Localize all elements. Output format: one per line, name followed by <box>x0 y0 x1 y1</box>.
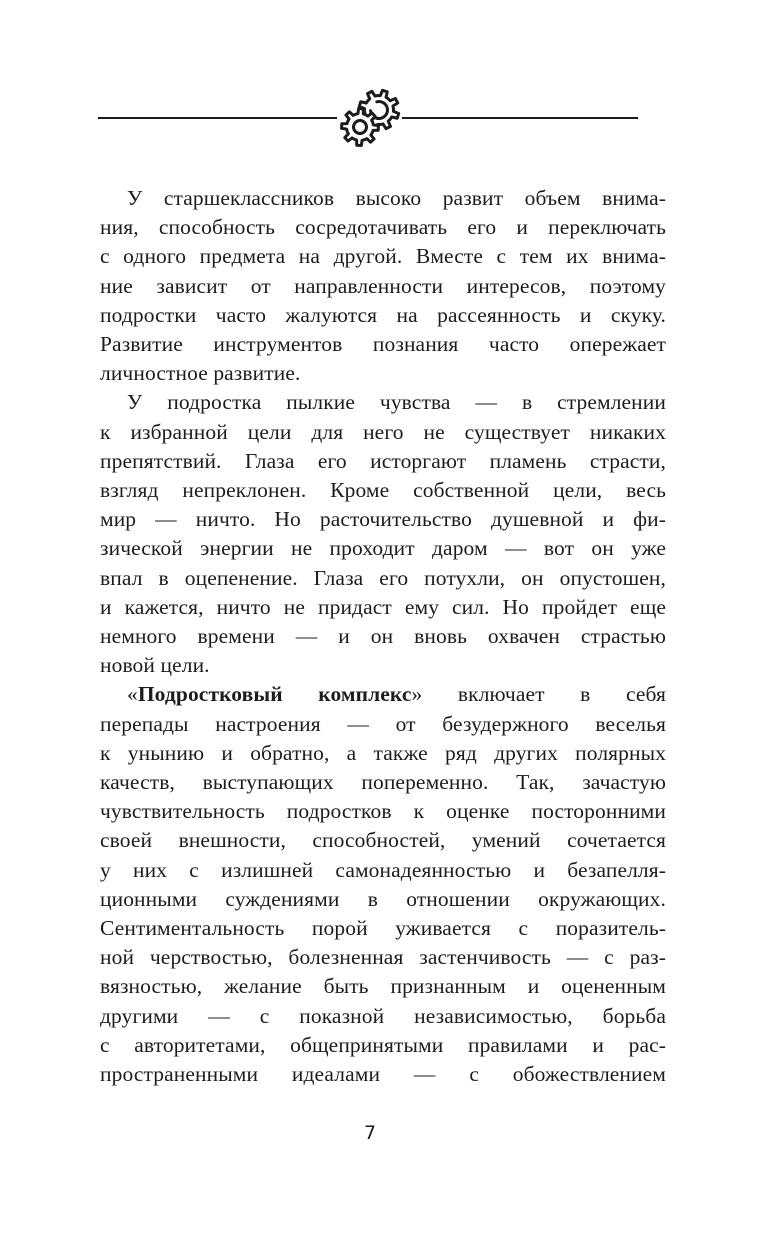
text-line: мир — ничто. Но расточительство душевной и фи- <box>100 507 666 532</box>
text-line: и кажется, ничто не придаст ему сил. Но пройдет еще <box>100 594 666 619</box>
text-line: с одного предмета на другой. Вместе с тем их внима- <box>100 244 666 269</box>
gear-front-hole <box>354 121 367 134</box>
paragraph <box>100 388 666 680</box>
gears-icon <box>334 86 406 152</box>
text-line: пространенными идеалами — с обожествлением <box>100 1062 666 1087</box>
header-rule-right <box>402 117 638 119</box>
text-line: впал в оцепенение. Глаза его потухли, он опустошен, <box>100 565 666 590</box>
text-line: препятствий. Глаза его исторгают пламень страсти, <box>100 448 666 473</box>
header-rule-left <box>98 117 337 119</box>
text-line: подростки часто жалуются на рассеянность и скуку. <box>100 302 666 327</box>
text-line: у них с излишней самонадеянностью и безапелля- <box>100 857 666 882</box>
text-line: перепады настроения — от безудержного веселья <box>100 711 666 736</box>
text-line: чувствительность подростков к оценке посторонними <box>100 799 666 824</box>
text-line: качеств, выступающих попеременно. Так, зачастую <box>100 770 666 795</box>
paragraph <box>100 184 666 388</box>
page-number: 7 <box>363 1122 377 1144</box>
text-line: новой цели. <box>100 653 210 678</box>
text-line: личностное развитие. <box>100 361 301 386</box>
text-line: ной черствостью, болезненная застенчивость — с раз- <box>100 945 666 970</box>
text-line: ционными суждениями в отношении окружающих. <box>100 886 666 911</box>
text-line: вязностью, желание быть признанным и оцененным <box>100 974 666 999</box>
text-line: «Подростковый комплекс» включает в себя <box>127 682 666 707</box>
text-line: немного времени — и он вновь охвачен страстью <box>100 624 666 649</box>
bold-term: Подростковый комплекс <box>137 682 412 707</box>
text-line: У подростка пылкие чувства — в стремлении <box>127 390 666 415</box>
text-block <box>100 184 666 1089</box>
text-line: ния, способность сосредотачивать его и переключать <box>100 215 666 240</box>
text-line: Развитие инструментов познания часто опережает <box>100 332 666 357</box>
text-line: взгляд непреклонен. Кроме собственной цели, весь <box>100 478 666 503</box>
text-line: к унынию и обратно, а также ряд других полярных <box>100 740 666 765</box>
text-line: У старшеклассников высоко развит объем внима- <box>127 186 666 210</box>
text-line: к избранной цели для него не существует никаких <box>100 419 666 444</box>
text-line: ние зависит от направленности интересов, поэтому <box>100 273 666 298</box>
text-line: другими — с показной независимостью, борьба <box>100 1003 666 1028</box>
text-line: своей внешности, способностей, умений сочетается <box>100 828 666 853</box>
text-line: зической энергии не проходит даром — вот он уже <box>100 536 666 561</box>
text-line: с авторитетами, общепринятыми правилами и рас- <box>100 1032 666 1057</box>
text-line: Сентиментальность порой уживается с поразитель- <box>100 916 666 941</box>
paragraph <box>100 680 666 1089</box>
